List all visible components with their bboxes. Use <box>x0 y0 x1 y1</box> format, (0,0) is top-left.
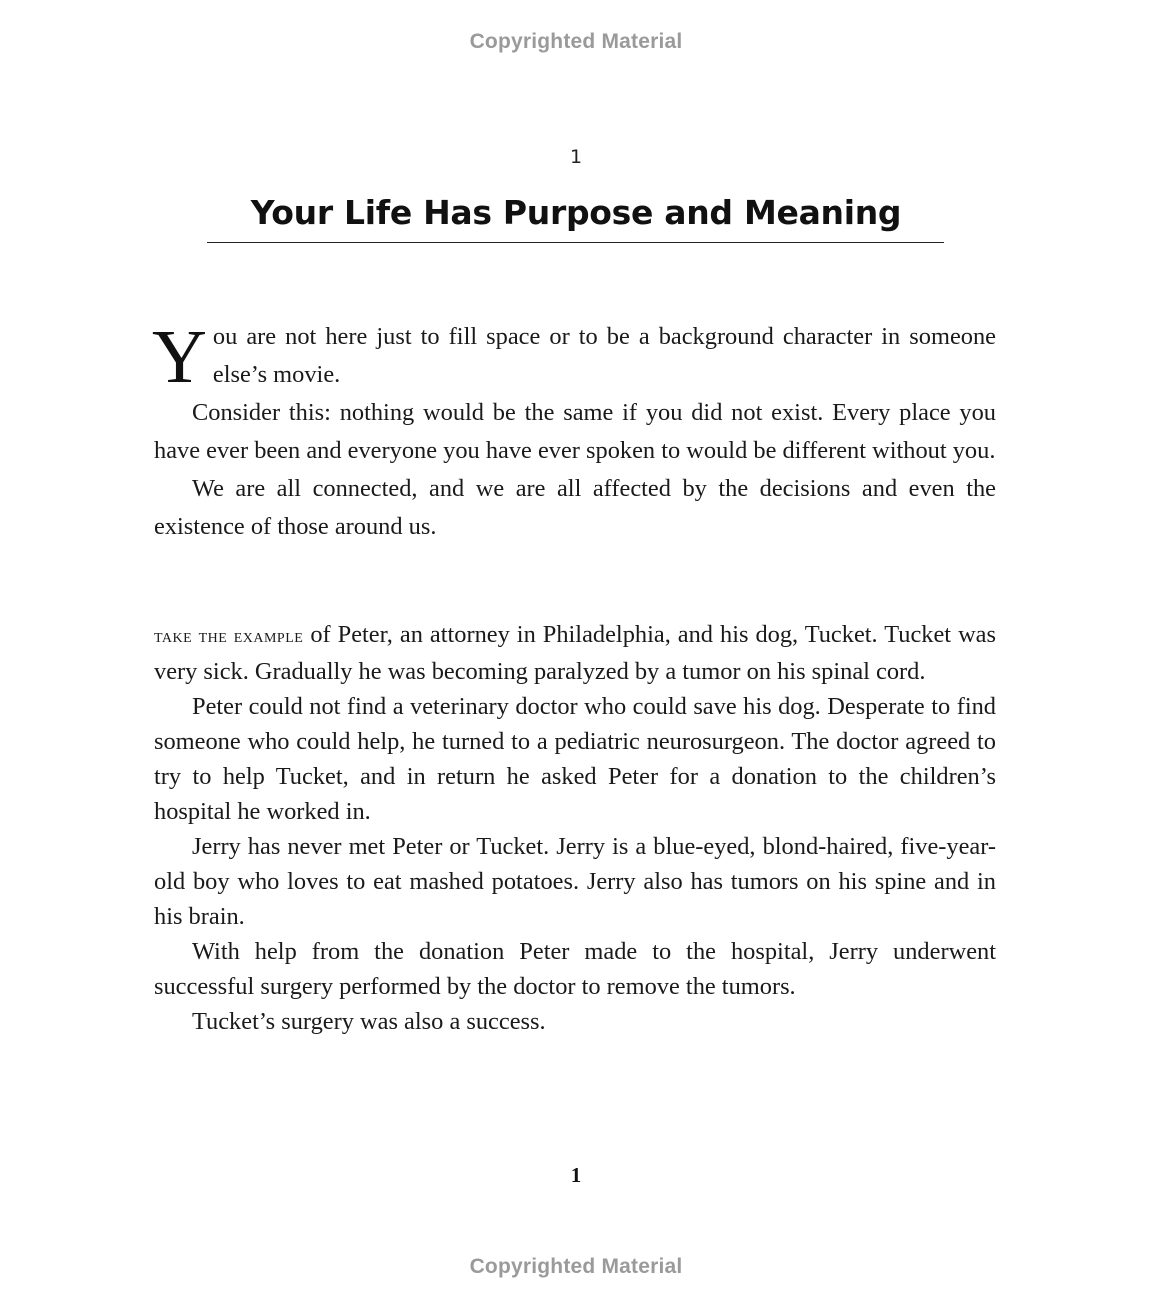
small-caps-lead-in: take the example <box>154 625 304 647</box>
paragraph: With help from the donation Peter made to the hospital, Jerry underwent successful surgery performed by the doctor to remove the tumors. <box>154 938 996 1000</box>
paragraph: Tucket’s surgery was also a success. <box>192 1008 546 1035</box>
paragraph: Consider this: nothing would be the same if you did not exist. Every place you have ever been and everyone you have ever spoken to would be different without you. <box>154 399 996 464</box>
page-number: 1 <box>570 1163 582 1187</box>
drop-cap: Y <box>152 315 207 399</box>
paragraph: Jerry has never met Peter or Tucket. Jerry is a blue-eyed, blond-haired, five-year-old boy who loves to eat mashed potatoes. Jerry also has tumors on his spine and in his brain. <box>154 833 996 930</box>
opening-paragraph <box>152 315 996 399</box>
opening-section <box>152 315 996 546</box>
chapter-title: Your Life Has Purpose and Meaning <box>250 193 902 232</box>
chapter-number: 1 <box>569 146 583 168</box>
paragraph: We are all connected, and we are all affected by the decisions and even the existence of those around us. <box>154 475 996 540</box>
copyright-watermark-top: Copyrighted Material <box>469 30 683 53</box>
paragraph: Peter could not find a veterinary doctor who could save his dog. Desperate to find someone who could help, he turned to a pediatric neurosurgeon. The doctor agreed to try to help Tucket, and in return he asked Peter for a donation to the children’s hospital he worked in. <box>154 693 996 825</box>
lead-paragraph-text: of Peter, an attorney in Philadelphia, and his dog, Tucket. Tucket was very sick. Gradually he was becoming paralyzed by a tumor on his spinal cord. <box>154 621 996 685</box>
section-lead-paragraph <box>154 617 996 689</box>
copyright-watermark-bottom: Copyrighted Material <box>469 1255 683 1278</box>
title-underline-rule <box>207 242 944 243</box>
example-section <box>154 617 996 1039</box>
opening-paragraph-text: ou are not here just to fill space or to be a background character in someone else’s movie. <box>212 323 996 388</box>
